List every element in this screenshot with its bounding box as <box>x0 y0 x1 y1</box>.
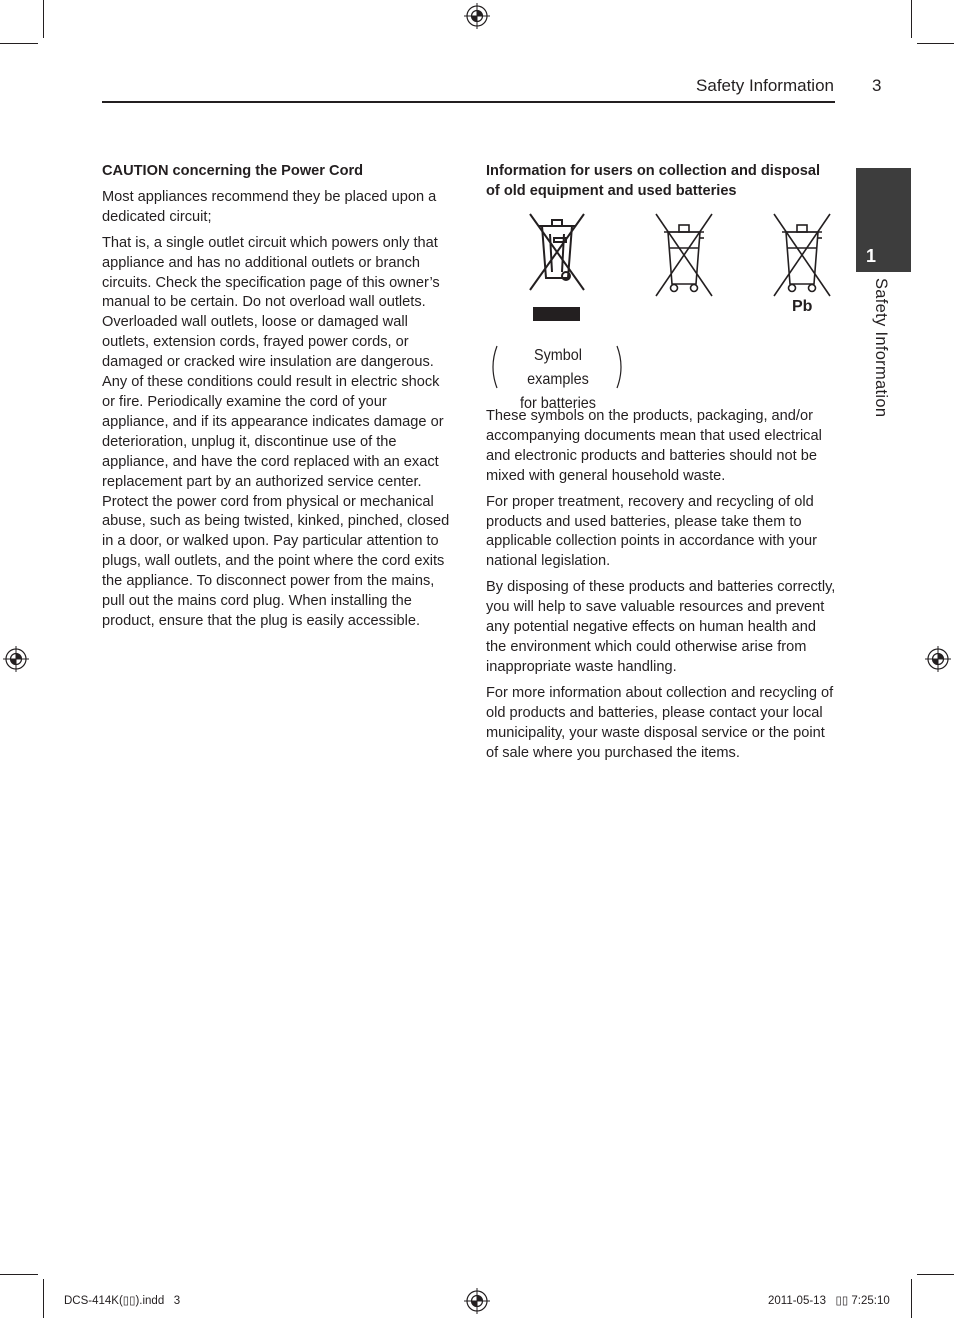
chapter-tab-number: 1 <box>866 246 877 266</box>
crop-mark <box>0 1274 38 1275</box>
disposal-info-heading-block <box>486 162 836 208</box>
page-number: 3 <box>872 76 882 95</box>
paragraph: That is, a single outlet circuit which powers only that appliance and has no additional outlets or branch circuits. Check the specification page of this owner’s manual to be certain. Do not overload wall outlets. Overloaded wall outlets, loose or damaged wall outlets, extension cords, frayed power cords, or damaged or cracked wire insulation are dangerous. Any of these conditions could result in electric shock or fire. Periodically examine the cord of your appliance, and if its appearance indicates damage or deterioration, unplug it, discontinue use of the appliance, and have the cord replaced with an exact replacement part by an authorized service center. Protect the power cord from physical or mechanical abuse, such as being twisted, kinked, pinched, closed in a door, or walked upon. Pay particular attention to plugs, wall outlets, and the point where the cord exits the appliance. To disconnect power from the mains, pull out the mains cord plug. When installing the product, ensure that the plug is easily accessible. <box>102 234 450 629</box>
crossed-out-bin-icon <box>528 212 586 292</box>
crop-mark <box>0 43 38 44</box>
caption-line: Symbol examples <box>527 347 589 388</box>
crossed-out-bin-icon <box>654 212 714 298</box>
crossed-out-bin-icon <box>772 212 832 298</box>
paragraph: For more information about collection and recycling of old products and batteries, please contact your local municipality, your waste disposal service or the point of sale where you purchased the items. <box>486 684 834 761</box>
registration-mark-icon <box>925 646 951 672</box>
crop-mark <box>911 1279 912 1318</box>
lead-symbol-label: Pb <box>792 298 813 315</box>
registration-mark-icon <box>3 646 29 672</box>
footer-file-name: DCS-414K(▯▯).indd 3 <box>64 1295 181 1307</box>
chapter-tab <box>856 168 911 272</box>
black-bar-marker <box>533 307 580 321</box>
paragraph: For proper treatment, recovery and recycling of old products and used batteries, please take them to applicable collection points in accordance with your national legislation. <box>486 493 817 570</box>
paragraph: Most appliances recommend they be placed upon a dedicated circuit; <box>102 188 437 225</box>
running-header-title: Safety Information <box>696 76 834 95</box>
header-divider <box>102 101 835 103</box>
paragraph: By disposing of these products and batteries correctly, you will help to save valuable resources and prevent any potential negative effects on human health and the environment which could otherwise arise from inappropriate waste handling. <box>486 579 836 675</box>
section-heading: CAUTION concerning the Power Cord <box>102 163 364 179</box>
crop-mark <box>917 43 954 44</box>
crop-mark <box>43 1279 44 1318</box>
registration-mark-icon <box>464 1288 490 1314</box>
registration-mark-icon <box>464 3 490 29</box>
power-cord-caution-section <box>102 162 452 638</box>
disposal-info-body <box>486 407 838 769</box>
symbol-examples-caption <box>502 344 614 416</box>
crop-mark <box>43 0 44 38</box>
section-heading: Information for users on collection and disposal of old equipment and used batteries <box>486 163 821 199</box>
footer-timestamp: 2011-05-13 ▯▯ 7:25:10 <box>768 1295 890 1307</box>
chapter-tab-label: Safety Information <box>872 278 890 418</box>
crop-mark <box>917 1274 954 1275</box>
crop-mark <box>911 0 912 38</box>
caption-line: for batteries <box>519 395 597 412</box>
paragraph: These symbols on the products, packaging, and/or accompanying documents mean that used electrical and electronic products and batteries should not be mixed with general household waste. <box>486 408 822 484</box>
